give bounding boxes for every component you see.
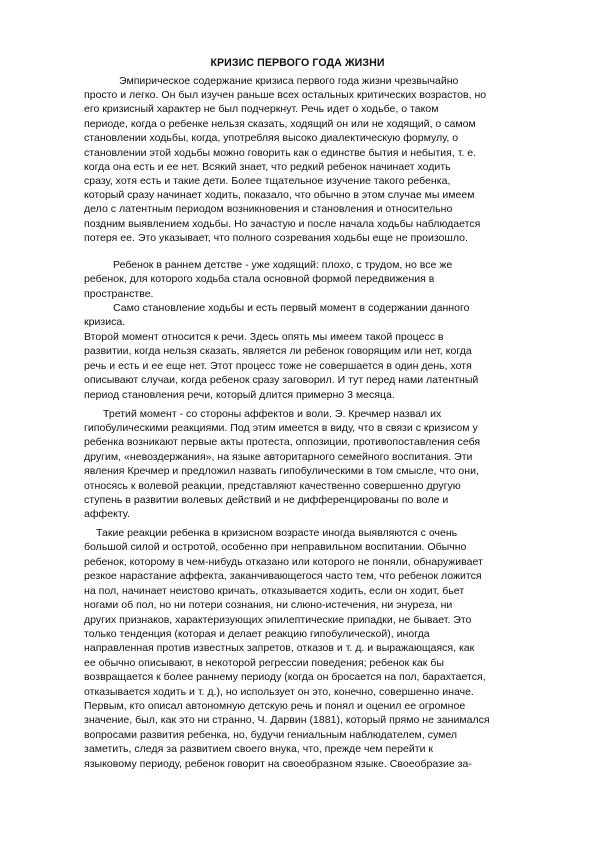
text-line: ногами об пол, но ни потери сознания, ни слюно-истечения, ни энуреза, ни <box>84 599 453 611</box>
text-line: речь и есть и ее еще нет. Этот процесс тоже не совершается в один день, хотя <box>84 360 472 372</box>
text-line: возвращается к более раннему периоду (когда он бросается на пол, барахтается, <box>84 671 486 683</box>
text-line: его кризисный характер не был подчеркнут. Речь идет о ходьбе, о таком <box>84 103 439 115</box>
text-line: который сразу начинает ходить, показало, что обычно в этом случае мы имеем <box>84 189 475 201</box>
text-line: период становления речи, который длится примерно 3 месяца. <box>84 389 395 401</box>
text-line: сразу, хотя есть и такие дети. Более тщательное изучение такого ребенка, <box>84 175 451 187</box>
text-line: потеря ее. Это указывает, что полного созревания ходьбы еще не произошло. <box>84 232 468 244</box>
text-line: Третий момент - со стороны аффектов и воли. Э. Кречмер назвал их <box>103 408 442 420</box>
text-line: резкое нарастание аффекта, заканчивающегося часто тем, что ребенок ложится <box>84 570 482 582</box>
text-line: только тенденция (которая и делает реакцию гипобулической), иногда <box>84 628 430 640</box>
text-line: развитии, когда нельзя сказать, является ли ребенок говорящим или нет, когда <box>84 345 472 357</box>
text-line: Первым, кто описал автономную детскую речь и понял и оценил ее огромное <box>84 700 466 712</box>
text-line: Само становление ходьбы и есть первый момент в содержании данного <box>113 302 470 314</box>
text-line: аффекту. <box>84 508 130 520</box>
text-line: кризиса. <box>84 316 126 328</box>
text-line: ее обычно описывают, в некоторой регрессии поведения; ребенок как бы <box>84 657 444 669</box>
text-line: других признаков, характеризующих эпилептические припадки, не бывает. Это <box>84 614 472 626</box>
text-line: ступень в развитии волевых действий и не дифференцированы по воле и <box>84 494 449 506</box>
document-title: КРИЗИС ПЕРВОГО ГОДА ЖИЗНИ <box>210 57 385 69</box>
text-line: другим, «невоздержания», на языке авторитарного семейного воспитания. Эти <box>84 451 473 463</box>
text-line: дело с латентным периодом возникновения и становления и относительно <box>84 203 453 215</box>
text-line: заметить, следя за развитием своего внука, что, прежде чем перейти к <box>84 743 434 755</box>
text-line: становлении ходьбы, когда, употребляя высоко диалектическую формулу, о <box>84 132 459 144</box>
text-line: большой силой и остротой, особенно при неправильном воспитании. Обычно <box>84 541 467 553</box>
text-line: гипобулическими реакциями. Под этим имеется в виду, что в связи с кризисом у <box>84 422 478 434</box>
text-line: периоде, когда о ребенке нельзя сказать, ходящий он или не ходящий, о самом <box>84 118 476 130</box>
text-line: ребенок, которому в чем-нибудь отказано или которого не поняли, обнаруживает <box>84 556 483 568</box>
text-line: явления Кречмер и предложил назвать гипобулическими в том смысле, что они, <box>84 465 479 477</box>
text-line: просто и легко. Он был изучен раньше всех остальных критических возрастов, но <box>84 89 487 101</box>
text-line: ребенок, для которого ходьба стала основной формой передвижения в <box>84 273 435 285</box>
text-line: направленная против известных запретов, отказов и т. д. и выражающаяся, как <box>84 642 475 654</box>
text-line: когда она есть и ее нет. Всякий знает, что редкий ребенок начинает ходить <box>84 161 451 173</box>
text-line: Такие реакции ребенка в кризисном возрасте иногда выявляются с очень <box>96 527 458 539</box>
text-line: отказывается ходить и т. д.), но использует он это, конечно, совершенно иначе. <box>84 686 474 698</box>
text-line: вопросами развития ребенка, но, будучи гениальным наблюдателем, сумел <box>84 729 458 741</box>
text-line: языковому периоду, ребенок говорит на своеобразном языке. Своеобразие за- <box>84 758 472 770</box>
text-line: ребенка возникают первые акты протеста, оппозиции, противопоставления себя <box>84 436 481 448</box>
text-line: относясь к волевой реакции, представляют качественно совершенно другую <box>84 480 461 492</box>
text-line: на пол, начинает неистово кричать, отказывается ходить, если он ходит, бьет <box>84 585 465 597</box>
text-line: Ребенок в раннем детстве - уже ходящий: плохо, с трудом, но все же <box>113 259 453 271</box>
text-line: значение, был, как это ни странно, Ч. Дарвин (1881), который прямо не занимался <box>84 714 490 726</box>
text-line: поздним выявлением ходьбы. Но зачастую и после начала ходьбы наблюдается <box>84 218 481 230</box>
text-line: Второй момент относится к речи. Здесь опять мы имеем такой процесс в <box>84 331 444 343</box>
text-line: пространстве. <box>84 288 154 300</box>
text-line: Эмпирическое содержание кризиса первого года жизни чрезвычайно <box>119 75 459 87</box>
text-line: описывают случаи, когда ребенок сразу заговорил. И тут перед нами латентный <box>84 374 479 386</box>
text-line: становлении этой ходьбы можно говорить как о единстве бытия и небытия, т. е. <box>84 147 477 159</box>
